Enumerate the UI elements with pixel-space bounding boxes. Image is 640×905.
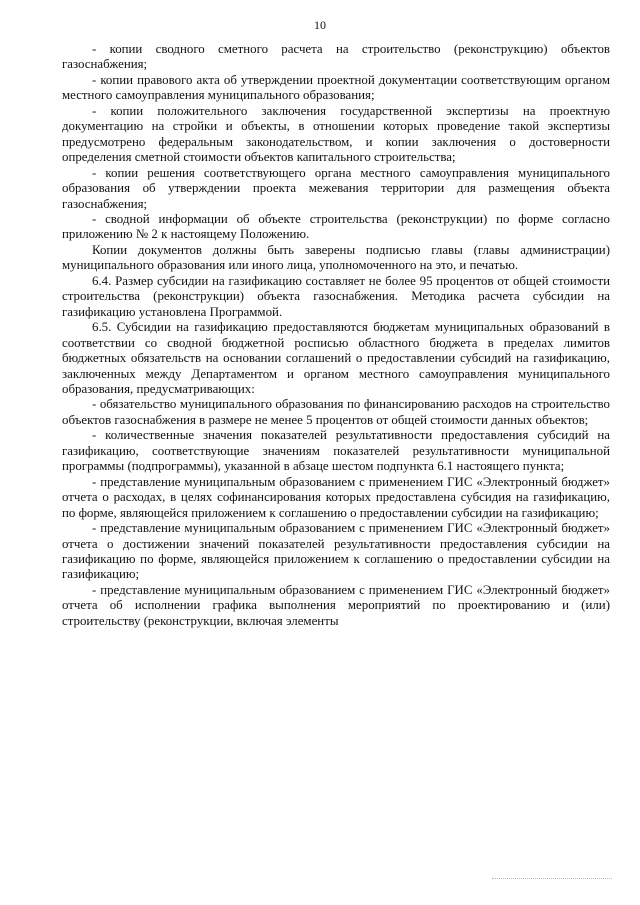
paragraph-performance-indicators: - количественные значения показателей результативности предоставления субсидий на газификацию, соответствующие значениям показателей результативности муниципальной программы (подпрограммы), указанной в абзаце шестом подпункта 6.1 настоящего пункта;: [62, 428, 610, 474]
paragraph-copy-land-survey-decision: - копии решения соответствующего органа местного самоуправления муниципального образования об утверждении проекта межевания территории для размещения объекта газоснабжения;: [62, 165, 610, 211]
scan-artifact-line: [492, 878, 612, 880]
paragraph-expense-report: - представление муниципальным образованием с применением ГИС «Электронный бюджет» отчета о расходах, в целях софинансирования которых предоставлена субсидия на газификацию, по форме, являющейся приложением к соглашению о предоставлении субсидии на газификацию;: [62, 474, 610, 520]
paragraph-6-4-subsidy-size: 6.4. Размер субсидии на газификацию составляет не более 95 процентов от общей стоимости строительства (реконструкции) объекта газоснабжения. Методика расчета субсидии на газификацию установлена Программой.: [62, 273, 610, 319]
paragraph-copy-estimate: - копии сводного сметного расчета на строительство (реконструкцию) объектов газоснабжения;: [62, 42, 610, 72]
paragraph-copy-expertise-conclusion: - копии положительного заключения государственной экспертизы на проектную документацию на стройки и объекты, в отношении которых проведение такой экспертизы предусмотрено федеральным законодательством, и копии заключения о достоверности определения сметной стоимости объектов капитального строительства;: [62, 103, 610, 165]
document-body: [62, 42, 610, 629]
paragraph-certification-requirement: Копии документов должны быть заверены подписью главы (главы администрации) муниципального образования или иного лица, уполномоченного на это, и печатью.: [62, 242, 610, 273]
paragraph-cofinancing-obligation: - обязательство муниципального образования по финансированию расходов на строительство объектов газоснабжения в размере не менее 5 процентов от общей стоимости данных объектов;: [62, 397, 610, 427]
paragraph-summary-information: - сводной информации об объекте строительства (реконструкции) по форме согласно приложению № 2 к настоящему Положению.: [62, 211, 610, 242]
paragraph-copy-legal-act: - копии правового акта об утверждении проектной документации соответствующим органом местного самоуправления муниципального образования;: [62, 72, 610, 103]
paragraph-6-5-subsidy-provision: 6.5. Субсидии на газификацию предоставляются бюджетам муниципальных образований в соответствии со сводной бюджетной росписью областного бюджета в пределах лимитов бюджетных обязательств на основании соглашений о предоставлении субсидий на газификацию, заключенных между Департаментом и органом местного самоуправления муниципального образования, предусматривающих:: [62, 320, 610, 396]
page-number: 10: [314, 18, 326, 32]
paragraph-schedule-report: - представление муниципальным образованием с применением ГИС «Электронный бюджет» отчета об исполнении графика выполнения мероприятий по проектированию и (или) строительству (реконструкции, включая элементы: [62, 582, 610, 628]
paragraph-results-report: - представление муниципальным образованием с применением ГИС «Электронный бюджет» отчета о достижении значений показателей результативности предоставления субсидии на газификацию по форме, являющейся приложением к соглашению о предоставлении субсидии на газификацию;: [62, 521, 610, 582]
